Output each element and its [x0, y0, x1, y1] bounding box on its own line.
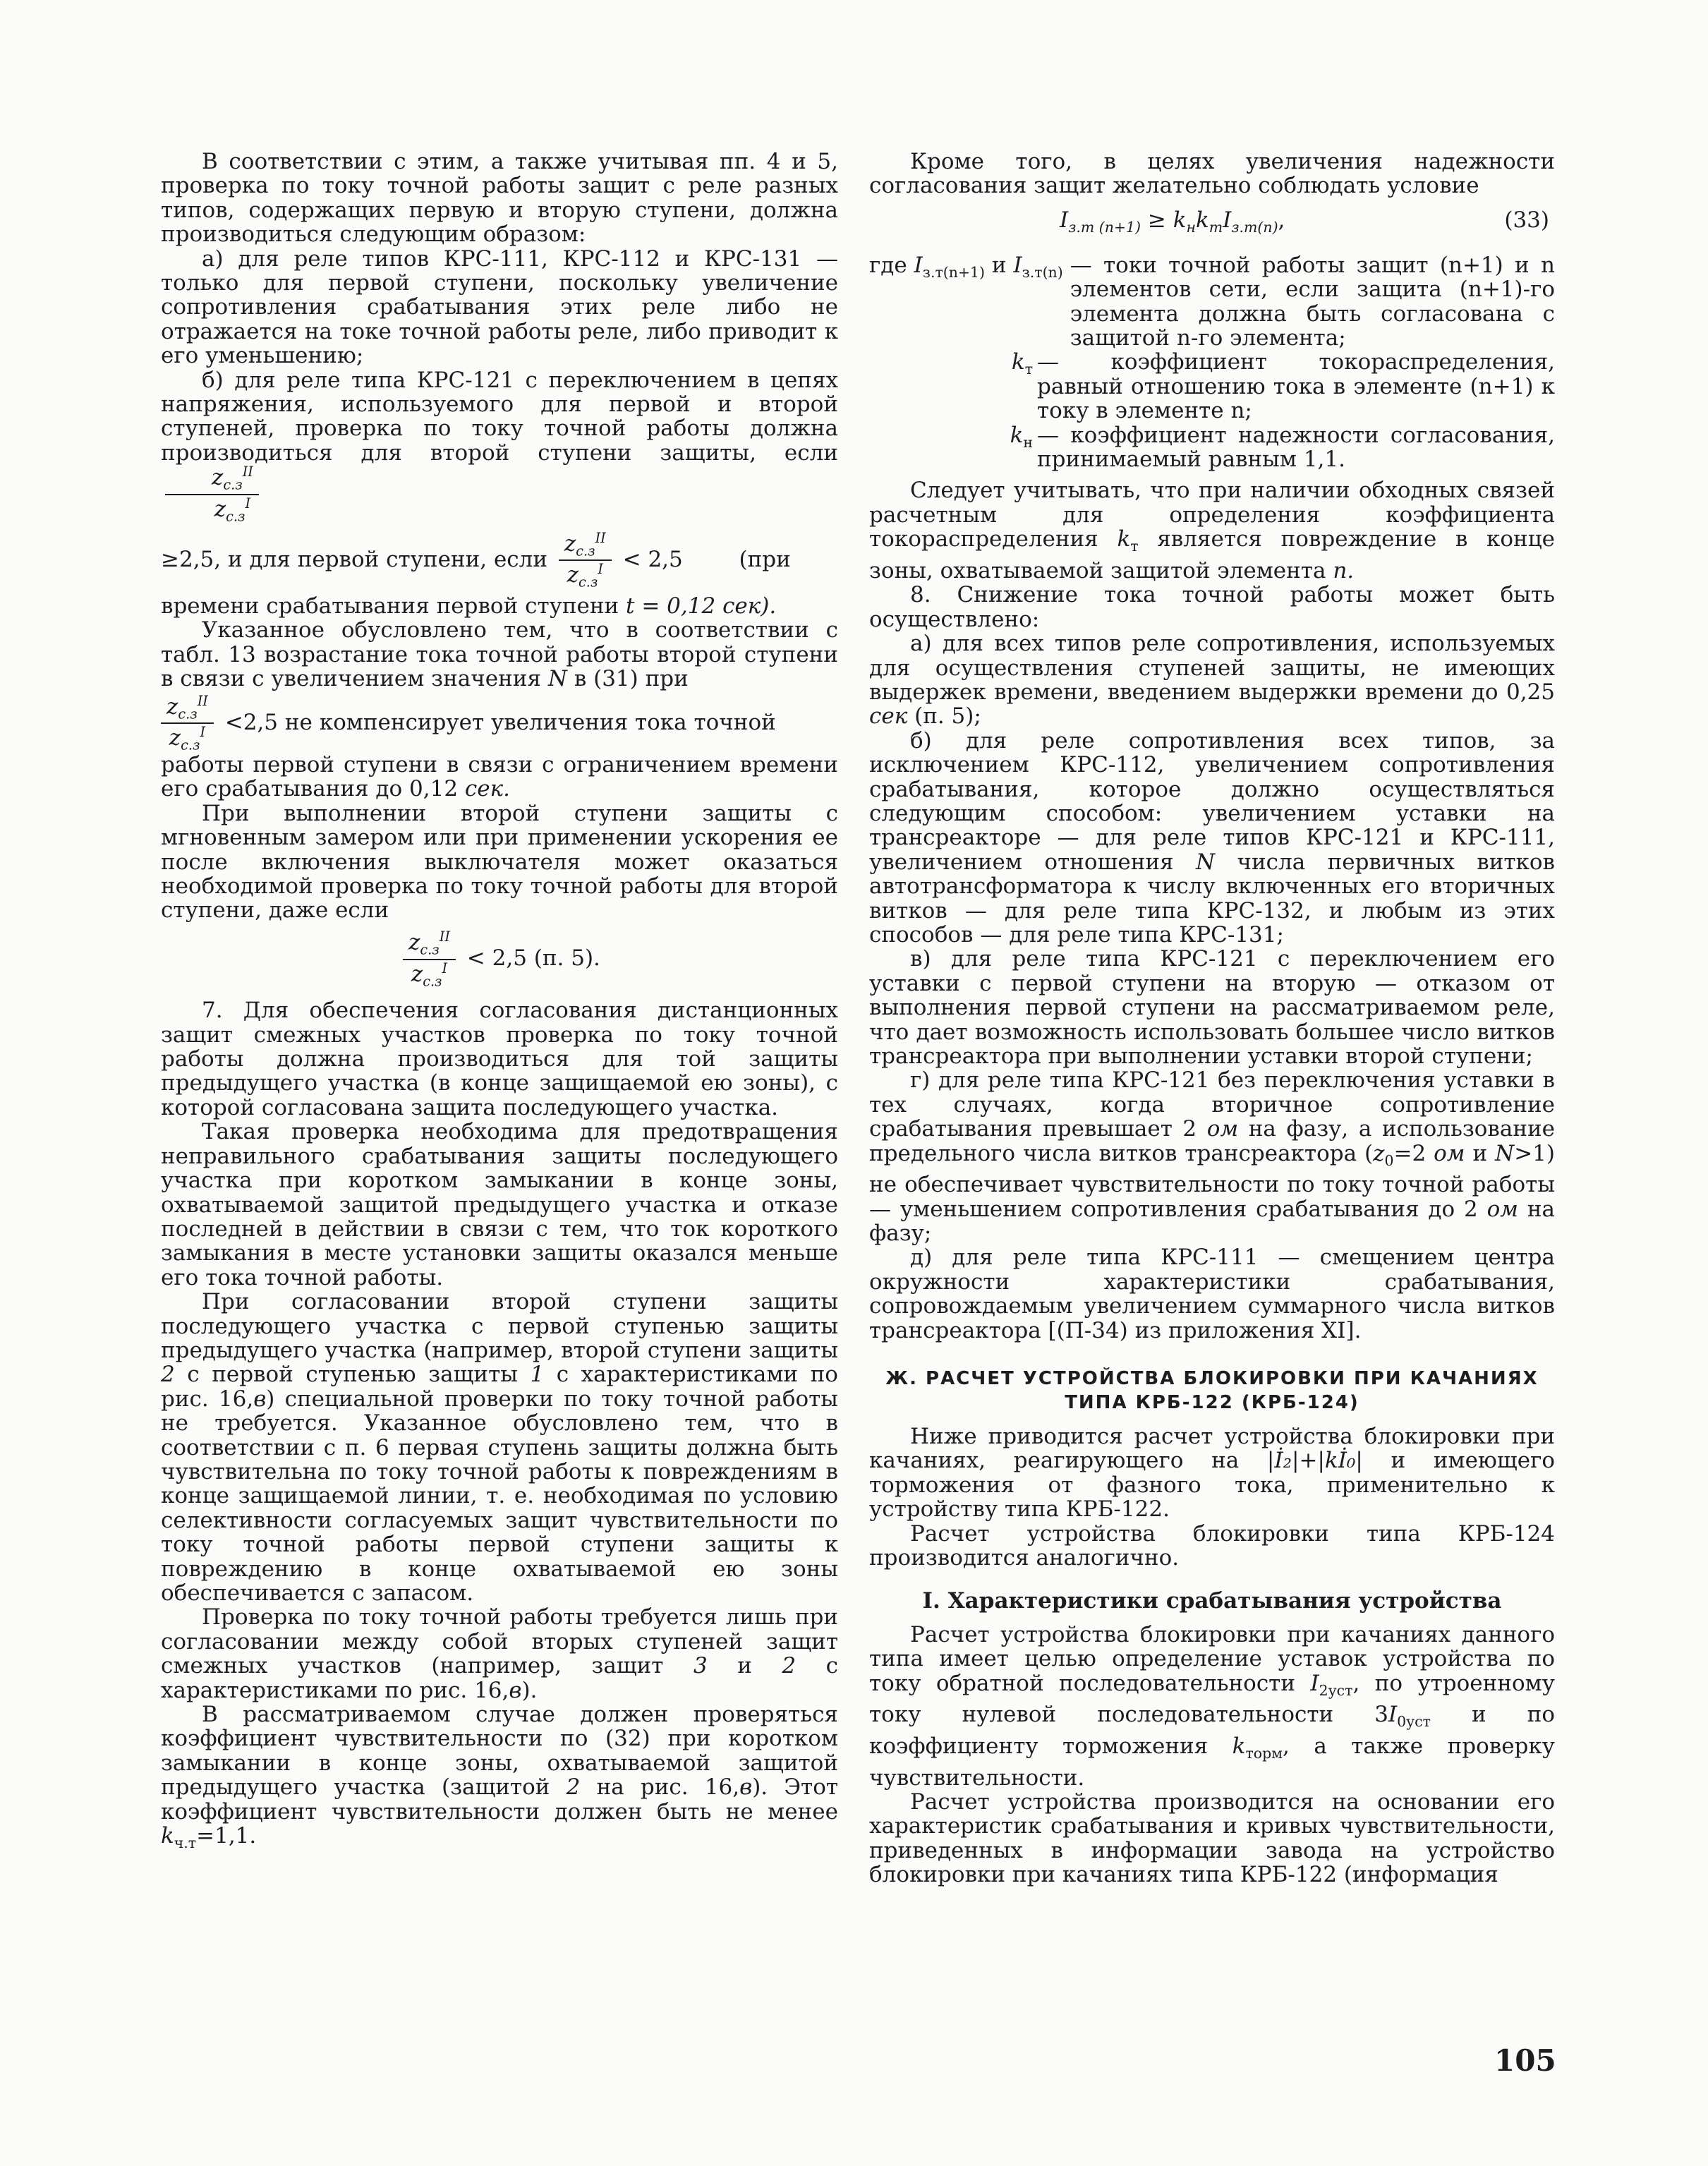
fraction-zsz: $z_{с.з}^{II}$ $z_{с.з}^I$: [559, 531, 612, 590]
paragraph: 8. Снижение тока точной работы может быть осуществлено:: [869, 582, 1555, 632]
paragraph-continued: ≥2,5, и для первой ступени, если $z_{с.з}^{II}$ $z_{с.з}^I$ < 2,5 (при: [161, 529, 791, 591]
list-item-v: в) для реле типа КРС-121 с переключением его уставки с первой ступени на вторую — отказом от выполнения первой ступени на рассматриваемом реле, что дает возможность использовать большее число витков трансреактора при выполнении уставки второй ступени;: [869, 946, 1555, 1069]
paragraph: Проверка по току точной работы требуется лишь при согласовании между собой вторых ступеней защит смежных участков (например, защит 3 и 2 с характеристиками по рис. 16,в).: [161, 1604, 838, 1703]
section-heading: Ж. РАСЧЕТ УСТРОЙСТВА БЛОКИРОВКИ ПРИ КАЧАНИЯХ ТИПА КРБ-122 (КРБ-124): [885, 1368, 1539, 1414]
right-column: [869, 150, 1555, 1887]
paragraph: Расчет устройства производится на основании его характеристик срабатывания и кривых чувствительности, приведенных в информации завода на устройство блокировки при качаниях типа КРБ-122 (информация: [869, 1789, 1555, 1888]
fraction-zsz: $z_{с.з}^{II}$ $z_{с.з}^I$: [165, 465, 259, 524]
paragraph-continued: $z_{с.з}^{II}$ $z_{с.з}^I$ <2,5 не компенсирует увеличения тока точной: [161, 694, 838, 753]
paragraph: В соответствии с этим, а также учитывая пп. 4 и 5, проверка по току точной работы защит с реле разных типов, содержащих первую и вторую ступени, должна производиться следующим образом:: [161, 149, 838, 248]
definition-item: где $I_{з.т(n+1)}$ и $I_{з.т(n)}$ — токи точной работы защит (n+1) и n элементов сети, если защита (n+1)-го элемента должна быть согласована с защитой n-го элемента;: [869, 252, 1555, 351]
paragraph: 7. Для обеспечения согласования дистанционных защит смежных участков проверка по току точной работы должна производиться для той защиты предыдущего участка (в конце защищаемой ею зоны), с которой согласована защита последующего участка.: [161, 998, 838, 1120]
equation: $z_{с.з}^{II}$ $z_{с.з}^I$ < 2,5 (п. 5).: [161, 930, 838, 988]
subsection-heading: I. Характеристики срабатывания устройства: [922, 1587, 1502, 1614]
paragraph: Кроме того, в целях увеличения надежности согласования защит желательно соблюдать условие: [869, 149, 1555, 199]
paragraph: Следует учитывать, что при наличии обходных связей расчетным для определения коэффициента токораспределения $k_т$ является повреждение в конце зоны, охватываемой защитой элемента n.: [869, 478, 1555, 583]
list-item-a: а) для реле типов КРС-111, КРС-112 и КРС-131 — только для первой ступени, поскольку увеличение сопротивления срабатывания этих реле либо не отражается на токе точной работы реле, либо приводит к его уменьшению;: [161, 246, 838, 369]
fraction-zsz: $z_{с.з}^{II}$ $z_{с.з}^I$: [403, 930, 456, 988]
paragraph: Такая проверка необходима для предотвращения неправильного срабатывания защиты последующего участка при коротком замыкании в конце зоны, охватываемой защитой предыдущего участка и отказе последней в действии в связи с тем, что ток короткого замыкания в месте установки защиты оказался меньше его тока точной работы.: [161, 1119, 838, 1290]
paragraph: Ниже приводится расчет устройства блокировки при качаниях, реагирующего на |İ₂|+|kİ₀| и имеющего торможения от фазного тока, применительно к устройству типа КРБ-122.: [869, 1424, 1555, 1523]
equation-33: $I_{з.т (n+1)} \ge k_нk_тI_{з.т(n)}$, (33): [1060, 207, 1549, 236]
fraction-zsz: $z_{с.з}^{II}$ $z_{с.з}^I$: [161, 694, 214, 753]
page-number: 105: [1494, 2043, 1556, 2078]
left-column: [161, 150, 838, 1856]
paragraph: Расчет устройства блокировки типа КРБ-124 производится аналогично.: [869, 1520, 1555, 1571]
paragraph-continued: времени срабатывания первой ступени t = 0,12 сек).: [161, 593, 777, 619]
paragraph-continued: работы первой ступени в связи с ограничением времени его срабатывания до 0,12 сек.: [161, 752, 838, 802]
definition-item: $k_т$ — коэффициент токораспределения, равный отношению тока в элементе (n+1) к току в элементе n;: [1011, 349, 1555, 424]
definitions-list: [869, 253, 1555, 472]
equation-number: (33): [1504, 207, 1549, 233]
definition-item: $k_н$ — коэффициент надежности согласования, принимаемый равным 1,1.: [1010, 422, 1555, 473]
list-item-a: а) для всех типов реле сопротивления, используемых для осуществления ступеней защиты, не имеющих выдержек времени, введением выдержки времени до 0,25 сек (п. 5);: [869, 631, 1555, 730]
list-item-b: б) для реле сопротивления всех типов, за исключением КРС-112, увеличением сопротивления срабатывания, которое должно осуществляться следующим способом: увеличением уставки на трансреакторе — для реле типов КРС-121 и КРС-111, увеличением отношения N числа первичных витков автотрансформатора к числу включенных его вторичных витков — для реле типа КРС-132, и любым из этих способов — для реле типа КРС-131;: [869, 727, 1555, 948]
paragraph: При согласовании второй ступени защиты последующего участка с первой ступенью защиты предыдущего участка (например, второй ступени защиты 2 с первой ступенью защиты 1 с характеристиками по рис. 16,в) специальной проверки по току точной работы не требуется. Указанное обусловлено тем, что в соответствии с п. 6 первая ступень защиты должна быть чувствительна по току точной работы к повреждениям в конце защищаемой линии, т. е. необходимая по условию селективности согласуемых защит чувствительности по току точной работы первой ступени защиты к повреждению в конце охватываемой ею зоны обеспечивается с запасом.: [161, 1289, 838, 1606]
list-item-b: б) для реле типа КРС-121 с переключением в цепях напряжения, используемого для первой и второй ступеней, проверка по току точной работы должна производиться для второй ступени защиты, если $z_{с.з}^{II}$ $z_{с.з}^I$: [161, 367, 838, 525]
paragraph: При выполнении второй ступени защиты с мгновенным замером или при применении ускорения ее после включения выключателя может оказаться необходимой проверка по току точной работы для второй ступени, даже если: [161, 800, 838, 924]
list-item-d: д) для реле типа КРС-111 — смещением центра окружности характеристики срабатывания, сопровождаемым увеличением суммарного числа витков трансреактора [(П-34) из приложения XI].: [869, 1245, 1555, 1343]
paragraph: Указанное обусловлено тем, что в соответствии с табл. 13 возрастание тока точной работы второй ступени в связи с увеличением значения N в (31) при: [161, 617, 838, 692]
list-item-g: г) для реле типа КРС-121 без переключения уставки в тех случаях, когда вторичное сопротивление срабатывания превышает 2 ом на фазу, а использование предельного числа витков трансреактора ($z_0=2$ ом и N>1) не обеспечивает чувствительности по току точной работы — уменьшением сопротивления срабатывания до 2 ом на фазу;: [869, 1067, 1556, 1247]
paragraph: Расчет устройства блокировки при качаниях данного типа имеет целью определение уставок устройства по току обратной последовательности $I_{2уст}$, по утроенному току нулевой последовательности $3I_{0уст}$ и по коэффициенту торможения $k_{торм}$, а также проверку чувствительности.: [869, 1621, 1555, 1791]
paragraph: В рассматриваемом случае должен проверяться коэффициент чувствительности по (32) при коротком замыкании в конце зоны, охватываемой защитой предыдущего участка (защитой 2 на рис. 16,в). Этот коэффициент чувствительности должен быть не менее $k_{ч.т}=1,1$.: [161, 1702, 839, 1852]
